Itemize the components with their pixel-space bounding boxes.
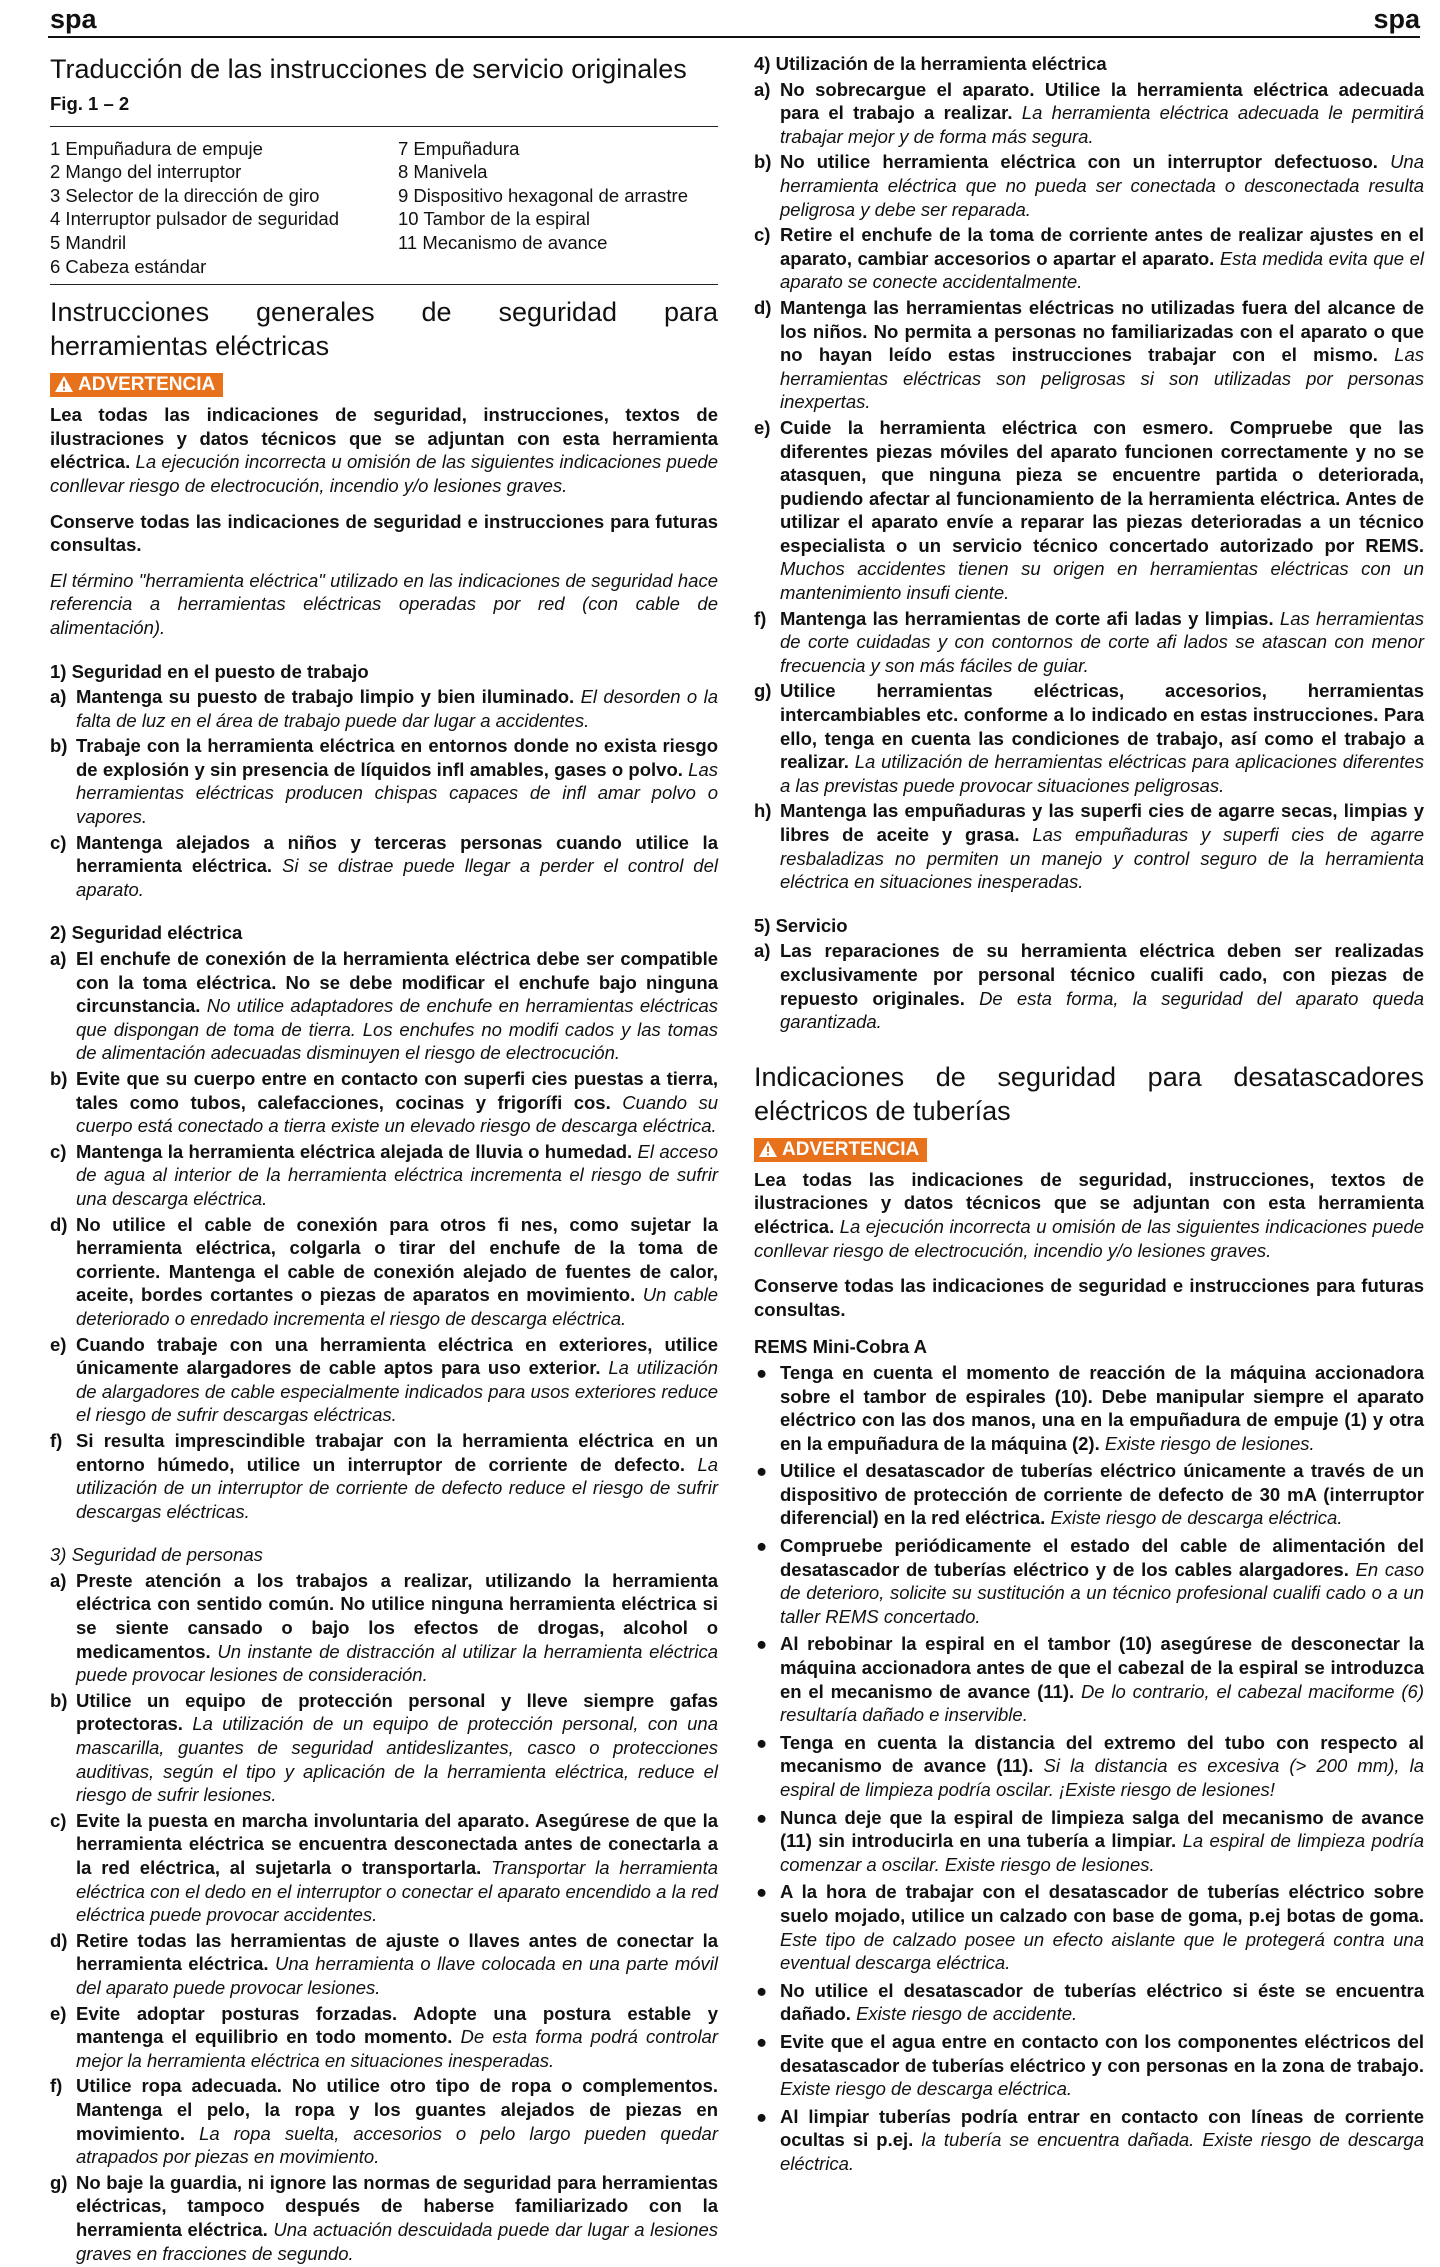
list-item [50,2002,718,2073]
legend-item: 1 Empuñadura de empuje [50,137,263,159]
warning-triangle-icon [54,375,74,393]
legend-item: 2 Mango del interruptor [50,161,242,183]
item-label: b) [754,151,772,173]
item-bold: Utilice un equipo de protección personal y lleve siempre gafas protectoras. [76,1689,718,1735]
bullet-icon: ● [756,1806,768,1828]
item-italic: La utilización de un interruptor de corriente de defecto reduce el riesgo de sufrir descargas eléctricas. [76,1453,719,1522]
list-item [50,1067,718,1138]
divider [50,284,718,285]
bullet-italic: la tubería se encuentra dañada. Existe riesgo de descarga eléctrica. [780,2129,1424,2174]
warning-italic: La ejecución incorrecta u omisión de las siguientes indicaciones puede conllevar riesgo de electrocución, incendio y/o lesiones graves. [50,451,718,496]
keep-instructions-text: Conserve todas las indicaciones de seguridad e instrucciones para futuras consultas. [754,1275,1424,1320]
list-item [50,1809,718,1927]
list-item [50,1569,718,1687]
item-italic: De esta forma, la seguridad del aparato queda garantizada. [780,987,1425,1033]
bullet-bold: Al rebobinar la espiral en el tambor (10) asegúrese de desconectar la máquina accionadora antes de que el cabezal de la espiral se introduzca en el mecanismo de avance (11). [780,1633,1424,1702]
item-label: a) [50,1569,67,1591]
list-item [50,734,718,828]
bullet-icon: ● [756,1361,768,1383]
list-item [754,799,1424,893]
bullet-bold: A la hora de trabajar con el desatascador de tuberías eléctrico sobre suelo mojado, utilice un calzado con base de goma, p.ej botas de goma. [780,1881,1424,1926]
item-label: c) [50,831,67,853]
item-label: e) [754,416,771,438]
bullet-italic: Existe riesgo de descarga eléctrica. [1050,1507,1343,1529]
list-item [50,831,718,902]
item-italic: Cuando su cuerpo está conectado a tierra existe un elevado riesgo de descarga eléctrica. [76,1091,718,1137]
term-definition-text: El término "herramienta eléctrica" utilizado en las indicaciones de seguridad hace referencia a herramientas eléctricas operadas por red (con cable de alimentación). [50,569,718,638]
item-italic: Una actuación descuidada puede dar lugar a lesiones graves en fracciones de segundo. [76,2218,718,2264]
document-title: Traducción de las instrucciones de servicio originales [50,54,687,84]
legend-item: 4 Interruptor pulsador de seguridad [50,208,339,230]
section-4-heading: 4) Utilización de la herramienta eléctrica [754,53,1107,74]
list-item [754,416,1424,605]
item-label: c) [50,1809,67,1831]
legend-item: 10 Tambor de la espiral [398,208,590,230]
item-italic: El desorden o la falta de luz en el área de trabajo puede dar lugar a accidentes. [76,686,719,731]
legend-item: 8 Manivela [398,161,488,183]
warning-label: ADVERTENCIA [78,374,216,396]
item-label: a) [754,940,771,962]
item-italic: Si se distrae puede llegar a perder el control del aparato. [76,855,718,900]
section-1-heading: 1) Seguridad en el puesto de trabajo [50,660,369,682]
item-label: c) [754,224,771,246]
list-item [754,296,1424,414]
bullet-italic: Este tipo de calzado posee un efecto aislante que le protegerá contra una eventual descarga eléctrica. [780,1928,1424,1974]
bullet-bold: Utilice el desatascador de tuberías eléctrico únicamente a través de un dispositivo de protección de corriente de defecto de 30 mA (interruptor diferencial) en la red eléctrica. [780,1460,1424,1529]
keep-instructions [754,1274,1424,1321]
item-italic: La utilización de un equipo de protección personal, con una mascarilla, guantes de seguridad antideslizantes, casco o protecciones auditivas, según el tipo y aplicación de la herramienta eléctrica, reduce el riesgo de sufrir lesiones. [76,1713,719,1806]
bullet-italic: La espiral de limpieza podría comenzar a oscilar. Existe riesgo de lesiones. [780,1830,1425,1875]
item-italic: Las empuñaduras y superfi cies de agarre resbaladizas no permiten un manejo y control seguro de la herramienta eléctrica en situaciones inesperadas. [780,824,1424,893]
bullet-item [754,1632,1424,1726]
item-bold: Cuando trabaje con una herramienta eléctrica en exteriores, utilice únicamente alargadores de cable aptos para uso exterior. [76,1333,718,1379]
legend-column-2 [398,137,718,279]
item-bold: Utilice herramientas eléctricas, accesorios, herramientas intercambiables etc. conforme a lo indicado en estas instrucciones. Para ello, tenga en cuenta las condiciones de trabajo, así como el trabajo a realizar. [780,680,1424,773]
bullet-bold: Evite que el agua entre en contacto con los componentes eléctricos del desatascador de tuberías eléctrico y con personas en la zona de trabajo. [780,2030,1424,2076]
item-bold: Mantenga alejados a niños y terceras personas cuando utilice la herramienta eléctrica. [76,831,718,877]
term-definition [50,569,718,640]
bullet-item [754,1979,1424,2026]
item-italic: La ropa suelta, accesorios o pelo largo pueden quedar atrapados por piezas en movimiento. [76,2122,719,2168]
item-bold: Cuide la herramienta eléctrica con esmero. Compruebe que las diferentes piezas móviles del aparato funcionen correctamente y no se atasquen, que ninguna pieza se encuentre partida o deteriorada, pudiendo afectar al funcionamiento de la herramienta eléctrica. Antes de utilizar el aparato envíe a reparar las piezas deterioradas a un técnico especialista o un servicio técnico concertado autorizado por REMS. [780,416,1424,556]
warning-italic: La ejecución incorrecta u omisión de las siguientes indicaciones puede conllevar riesgo de electrocución, incendio y/o lesiones graves. [754,1215,1424,1261]
bullet-item [754,2105,1424,2176]
item-bold: Evite adoptar posturas forzadas. Adopte una postura estable y mantenga el equilibrio en todo momento. [76,2002,718,2048]
bullet-item [754,1731,1424,1802]
list-item [50,685,718,732]
item-italic: Muchos accidentes tienen su origen en herramientas eléctricas con un mantenimiento insufi ciente. [780,558,1424,604]
left-column [50,52,718,2267]
section-3-heading: 3) Seguridad de personas [50,1544,263,1566]
item-bold: Si resulta imprescindible trabajar con la herramienta eléctrica en un entorno húmedo, utilice un interruptor de corriente de defecto. [76,1429,718,1475]
list-item [754,679,1424,797]
list-item [50,1213,718,1331]
list-item [50,1929,718,2000]
item-italic: La utilización de alargadores de cable especialmente indicados para usos exteriores reduce el riesgo de sufrir descargas eléctricas. [76,1357,718,1426]
bullet-italic: Existe riesgo de lesiones. [1104,1432,1315,1454]
bullet-icon: ● [756,1633,768,1655]
list-item [50,2074,718,2168]
item-bold: Las reparaciones de su herramienta eléctrica deben ser realizadas exclusivamente por personal técnico cualifi cado, con piezas de repuesto originales. [780,940,1424,1009]
item-italic: No utilice adaptadores de enchufe en herramientas eléctricas que dispongan de toma de tierra. Los enchufes no modifi cados y las tomas de alimentación adecuadas disminuyen el riesgo de electrocución. [76,995,718,1064]
item-label: d) [50,1213,68,1235]
right-column [754,52,1424,2180]
item-label: a) [50,948,67,970]
item-label: f) [50,2075,63,2097]
item-italic: Las herramientas de corte cuidadas y con contornos de corte afi lados se atascan con menor frecuencia y son más fáciles de guiar. [780,607,1425,676]
warning-label: ADVERTENCIA [782,1138,920,1160]
item-label: h) [754,800,772,822]
item-bold: Evite la puesta en marcha involuntaria del aparato. Asegúrese de que la herramienta eléctrica se encuentra desconectada antes de conectarla a la red eléctrica, al sujetarla o transportarla. [76,1809,718,1878]
item-bold: No utilice herramienta eléctrica con un interruptor defectuoso. [780,151,1378,173]
bullet-bold: No utilice el desatascador de tuberías eléctrico si éste se encuentra dañado. [780,1979,1424,2025]
bullet-bold: Tenga en cuenta la distancia del extremo del tubo con respecto al mecanismo de avance (11). [780,1731,1424,1777]
item-bold: Mantenga las herramientas eléctricas no utilizadas fuera del alcance de los niños. No permita a personas no familiarizadas con el aparato o que no hayan leído estas instrucciones trabajar con el mismo. [780,296,1424,366]
bullet-item [754,1534,1424,1628]
bullet-item [754,2030,1424,2101]
item-bold: Mantenga su puesto de trabajo limpio y bien iluminado. [76,686,575,708]
bullet-icon: ● [756,1979,768,2001]
item-label: f) [50,1429,63,1451]
item-bold: No sobrecargue el aparato. Utilice la herramienta eléctrica adecuada para el trabajo a realizar. [780,78,1424,124]
item-italic: Una herramienta eléctrica que no pueda ser conectada o desconectada resulta peligrosa y debe ser reparada. [780,151,1425,220]
legend-item: 6 Cabeza estándar [50,255,207,277]
item-bold: Preste atención a los trabajos a realizar, utilizando la herramienta eléctrica con sentido común. No utilice ninguna herramienta eléctrica si se siente cansado o bajo los efectos de drogas, alcohol o medicamentos. [76,1569,718,1662]
list-item [50,947,718,1065]
bullet-italic: En caso de deterioro, solicite su sustitución a un técnico profesional cualifi cado o a un taller REMS concertado. [780,1558,1424,1627]
list-item [754,150,1424,221]
item-label: d) [754,296,772,318]
item-bold: Mantenga las herramientas de corte afi ladas y limpias. [780,607,1274,629]
list-item [754,939,1424,1033]
item-italic: Un instante de distracción al utilizar la herramienta eléctrica puede provocar lesiones de consideración. [76,1640,718,1686]
bullet-icon: ● [756,2105,768,2127]
list-item [50,1140,718,1211]
bullet-italic: Existe riesgo de accidente. [856,2003,1078,2025]
item-label: b) [50,735,68,757]
item-italic: Un cable deteriorado o enredado incrementa el riesgo de descarga eléctrica. [76,1284,719,1329]
item-italic: Una herramienta o llave colocada en una parte móvil del aparato puede provocar lesiones. [76,1953,718,1998]
parts-legend [50,137,718,279]
item-label: c) [50,1140,67,1162]
legend-item: 5 Mandril [50,231,127,253]
bullet-icon: ● [756,1460,768,1482]
item-italic: Esta medida evita que el aparato se conecte accidentalmente. [780,247,1425,293]
warning-bold: Lea todas las indicaciones de seguridad, instrucciones, textos de ilustraciones y datos técnicos que se adjuntan con esta herramienta eléctrica. [50,404,718,473]
warning-triangle-icon [758,1140,778,1158]
list-item [754,78,1424,149]
section-2-heading: 2) Seguridad eléctrica [50,922,243,944]
item-label: a) [754,78,771,100]
legend-item: 7 Empuñadura [398,137,520,159]
item-bold: Trabaje con la herramienta eléctrica en entornos donde no exista riesgo de explosión y sin presencia de líquidos infl amables, gases o polvo. [76,735,718,780]
bullet-icon: ● [756,1731,768,1753]
item-italic: De esta forma podrá controlar mejor la herramienta eléctrica en situaciones inesperadas. [76,2026,719,2071]
item-bold: No utilice el cable de conexión para otros fi nes, como sujetar la herramienta eléctrica, colgarla o tirar del enchufe de la toma de corriente. Mantenga el cable de conexión alejado de fuentes de calor, aceite, bordes cortantes o piezas de aparatos en movimiento. [76,1213,718,1306]
legend-column-1 [50,137,398,279]
list-item [50,1689,718,1807]
item-italic: Las herramientas eléctricas son peligrosas si son utilizadas por personas inexpertas. [780,344,1424,413]
header-rule [48,36,1420,38]
warning-badge [50,373,223,397]
bullet-item [754,1880,1424,1974]
list-item [754,223,1424,294]
language-code-left: spa [50,4,97,34]
list-item [50,1333,718,1427]
item-bold: Mantenga la herramienta eléctrica alejada de lluvia o humedad. [76,1140,633,1162]
item-label: f) [754,607,767,629]
bullet-italic: Existe riesgo de descarga eléctrica. [780,2078,1073,2100]
general-safety-heading: Instrucciones generales de seguridad para herramientas eléctricas [50,297,718,362]
bullet-icon: ● [756,1881,768,1903]
item-bold: Evite que su cuerpo entre en contacto con superfi cies puestas a tierra, tales como tubos, calefacciones, cocinas y frigorífi cos. [76,1068,718,1113]
item-label: b) [50,1689,68,1711]
item-bold: Retire el enchufe de la toma de corriente antes de realizar ajustes en el aparato, cambiar accesorios o apartar el aparato. [780,224,1424,269]
legend-item: 3 Selector de la dirección de giro [50,184,320,206]
bullet-bold: Nunca deje que la espiral de limpieza salga del mecanismo de avance (11) sin introducirla en una tubería a limpiar. [780,1806,1424,1852]
list-item [50,1429,718,1523]
item-italic: Transportar la herramienta eléctrica con el dedo en el interruptor o conectar el aparato encendido a la red eléctrica puede provocar accidentes. [76,1857,718,1926]
item-label: e) [50,1333,67,1355]
item-label: g) [754,680,772,702]
item-bold: No baje la guardia, ni ignore las normas de seguridad para herramientas eléctricas, tampoco después de haberse familiarizado con la herramienta eléctrica. [76,2171,718,2240]
warning-text [50,403,718,497]
section-5-heading: 5) Servicio [754,914,848,936]
bullet-bold: Al limpiar tuberías podría entrar en contacto con líneas de corriente ocultas si p.ej. [780,2105,1424,2151]
item-bold: Utilice ropa adecuada. No utilice otro tipo de ropa o complementos. Mantenga el pelo, la ropa y los guantes alejados de piezas en movimiento. [76,2075,718,2144]
keep-instructions-text: Conserve todas las indicaciones de seguridad e instrucciones para futuras consultas. [50,510,718,556]
warning-bold: Lea todas las indicaciones de seguridad, instrucciones, textos de ilustraciones y datos técnicos que se adjuntan con esta herramienta eléctrica. [754,1168,1424,1237]
bullet-italic: Si la distancia es excesiva (> 200 mm), la espiral de limpieza podría oscilar. ¡Existe riesgo de lesiones! [780,1755,1424,1800]
warning-badge [754,1138,927,1162]
bullet-bold: Compruebe periódicamente el estado del cable de alimentación del desatascador de tuberías eléctrico y de los cables alargadores. [780,1535,1424,1580]
figure-label: Fig. 1 – 2 [50,93,130,114]
bullet-bold: Tenga en cuenta el momento de reacción de la máquina accionadora sobre el tambor de espirales (10). Debe manipular siempre el aparato eléctrico con las dos manos, una en la empuñadura de empuje (1) y otra en la empuñadura de la máquina (2). [780,1361,1424,1454]
item-label: e) [50,2002,67,2024]
bullet-icon: ● [756,2030,768,2052]
item-italic: La utilización de herramientas eléctricas para aplicaciones diferentes a las previstas puede provocar situaciones peligrosas. [780,751,1424,796]
item-label: a) [50,686,67,708]
language-code-right: spa [1373,4,1420,34]
warning-text [754,1168,1424,1262]
item-italic: El acceso de agua al interior de la herramienta eléctrica incrementa el riesgo de sufrir una descarga eléctrica. [76,1140,718,1209]
divider [50,126,718,127]
bullet-item [754,1361,1424,1455]
legend-item: 11 Mecanismo de avance [398,231,608,253]
bullet-item [754,1806,1424,1877]
item-bold: Retire todas las herramientas de ajuste o llaves antes de conectar la herramienta eléctrica. [76,1929,718,1975]
item-italic: Las herramientas eléctricas producen chispas capaces de infl amar polvo o vapores. [76,758,718,828]
list-item [754,607,1424,678]
item-label: b) [50,1068,68,1089]
item-bold: El enchufe de conexión de la herramienta eléctrica debe ser compatible con la toma eléctrica. No se debe modificar el enchufe bajo ninguna circunstancia. [76,948,718,1017]
list-item [50,2171,718,2265]
bullet-icon: ● [756,1535,768,1557]
legend-item: 9 Dispositivo hexagonal de arrastre [398,184,688,206]
item-italic: La herramienta eléctrica adecuada le permitirá trabajar mejor y de forma más segura. [780,102,1425,147]
item-bold: Mantenga las empuñaduras y las superfi cies de agarre secas, limpias y libres de aceite y grasa. [780,800,1424,845]
item-label: g) [50,2171,68,2193]
model-heading: REMS Mini-Cobra A [754,1336,928,1358]
item-label: d) [50,1929,68,1951]
bullet-item [754,1459,1424,1530]
bullet-italic: De lo contrario, el cabezal maciforme (6) resultaría dañado e inservible. [780,1680,1424,1726]
keep-instructions [50,510,718,557]
pipe-safety-heading: Indicaciones de seguridad para desatascadores eléctricos de tuberías [754,1061,1424,1126]
